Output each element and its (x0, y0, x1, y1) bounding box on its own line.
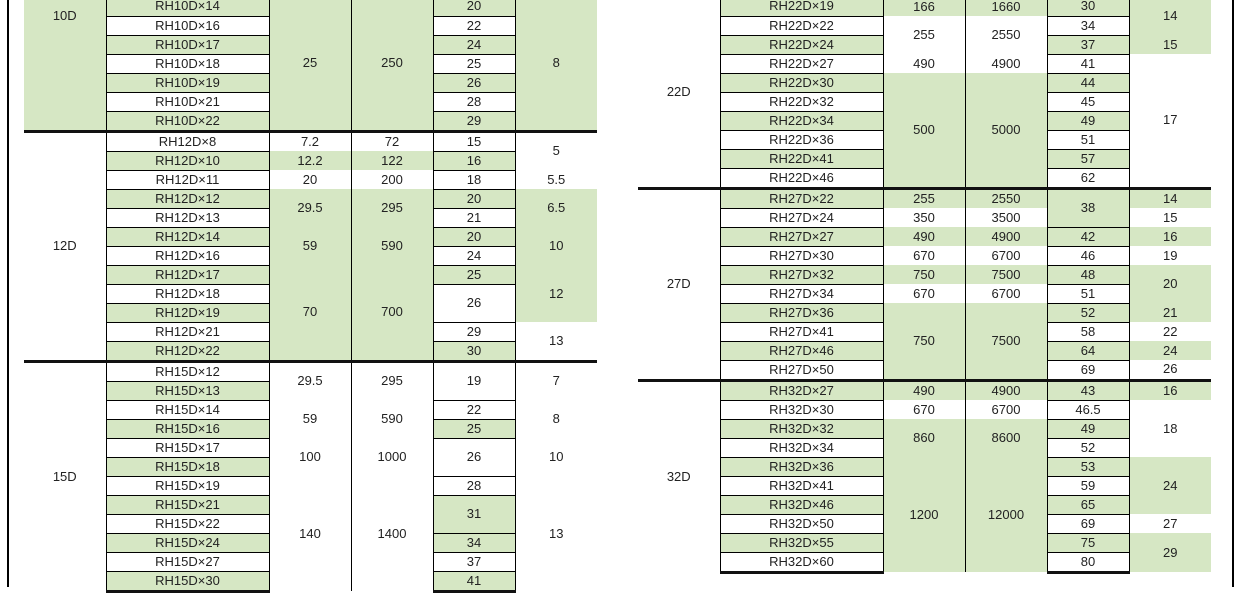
value-cell: 64 (1047, 341, 1129, 360)
value-cell: 670 (883, 284, 965, 303)
model-cell: RH32D×41 (720, 476, 883, 495)
value-cell: 13 (515, 322, 597, 361)
value-cell: 670 (883, 400, 965, 419)
table-row (24, 265, 597, 284)
model-cell: RH27D×36 (720, 303, 883, 322)
table-row (24, 400, 597, 419)
model-cell: RH15D×27 (106, 552, 269, 571)
value-cell: 31 (433, 495, 515, 533)
value-cell: 10 (515, 438, 597, 476)
model-cell: RH12D×11 (106, 170, 269, 189)
value-cell: 166 (883, 0, 965, 16)
value-cell: 59 (1047, 476, 1129, 495)
value-cell: 1400 (351, 476, 433, 591)
model-cell: RH15D×13 (106, 381, 269, 400)
model-cell: RH22D×22 (720, 16, 883, 35)
page-frame-right (1232, 0, 1234, 587)
value-cell: 29 (433, 111, 515, 131)
value-cell: 25 (433, 419, 515, 438)
model-cell: RH12D×19 (106, 303, 269, 322)
value-cell: 3500 (965, 208, 1047, 227)
model-cell: RH32D×46 (720, 495, 883, 514)
value-cell: 19 (433, 361, 515, 400)
value-cell: 20 (433, 227, 515, 246)
model-cell: RH22D×41 (720, 149, 883, 168)
model-cell: RH32D×55 (720, 533, 883, 552)
value-cell: 4900 (965, 380, 1047, 400)
value-cell: 29.5 (269, 189, 351, 227)
model-cell: RH32D×60 (720, 552, 883, 572)
value-cell: 670 (883, 246, 965, 265)
model-cell: RH10D×22 (106, 111, 269, 131)
model-cell: RH15D×24 (106, 533, 269, 552)
value-cell: 250 (351, 0, 433, 131)
value-cell: 490 (883, 227, 965, 246)
model-cell: RH27D×24 (720, 208, 883, 227)
value-cell: 590 (351, 400, 433, 438)
value-cell: 51 (1047, 130, 1129, 149)
value-cell: 21 (1129, 303, 1211, 322)
table-row (638, 265, 1211, 284)
value-cell: 20 (1129, 265, 1211, 303)
value-cell: 13 (515, 476, 597, 591)
value-cell: 5.5 (515, 170, 597, 189)
value-cell: 7500 (965, 265, 1047, 284)
model-cell: RH32D×32 (720, 419, 883, 438)
value-cell: 22 (433, 16, 515, 35)
model-cell: RH27D×30 (720, 246, 883, 265)
value-cell: 42 (1047, 227, 1129, 246)
value-cell: 51 (1047, 284, 1129, 303)
series-label: 32D (638, 380, 720, 572)
value-cell: 16 (1129, 227, 1211, 246)
value-cell: 12.2 (269, 151, 351, 170)
value-cell: 80 (1047, 552, 1129, 572)
value-cell: 255 (883, 188, 965, 208)
value-cell: 20 (433, 0, 515, 16)
value-cell: 29.5 (269, 361, 351, 400)
model-cell: RH27D×46 (720, 341, 883, 360)
table-row (24, 361, 597, 381)
table-row (638, 303, 1211, 322)
model-cell: RH12D×16 (106, 246, 269, 265)
model-cell: RH27D×32 (720, 265, 883, 284)
value-cell: 53 (1047, 457, 1129, 476)
value-cell: 38 (1047, 188, 1129, 227)
value-cell: 20 (433, 189, 515, 208)
value-cell: 6700 (965, 284, 1047, 303)
value-cell: 16 (1129, 380, 1211, 400)
value-cell: 2550 (965, 16, 1047, 54)
value-cell: 41 (433, 571, 515, 591)
model-cell: RH15D×18 (106, 457, 269, 476)
value-cell: 18 (433, 170, 515, 189)
table-row (24, 0, 597, 16)
value-cell: 34 (1047, 16, 1129, 35)
series-label: 22D (666, 83, 691, 99)
model-cell: RH15D×16 (106, 419, 269, 438)
model-cell: RH15D×22 (106, 514, 269, 533)
value-cell: 700 (351, 265, 433, 361)
value-cell: 1000 (351, 438, 433, 476)
model-cell: RH22D×32 (720, 92, 883, 111)
value-cell: 22 (1129, 322, 1211, 341)
value-cell: 200 (351, 170, 433, 189)
model-cell: RH10D×14 (106, 0, 269, 16)
value-cell: 750 (883, 265, 965, 284)
table-row (638, 0, 1211, 16)
model-cell: RH22D×46 (720, 168, 883, 188)
value-cell: 75 (1047, 533, 1129, 552)
value-cell: 44 (1047, 73, 1129, 92)
table-row (24, 151, 597, 170)
value-cell: 49 (1047, 111, 1129, 130)
value-cell: 15 (1129, 208, 1211, 227)
model-cell: RH22D×30 (720, 73, 883, 92)
model-cell: RH12D×13 (106, 208, 269, 227)
model-cell: RH10D×16 (106, 16, 269, 35)
model-cell: RH15D×14 (106, 400, 269, 419)
value-cell: 7500 (965, 303, 1047, 380)
value-cell: 24 (1129, 457, 1211, 514)
value-cell: 295 (351, 361, 433, 400)
value-cell: 350 (883, 208, 965, 227)
value-cell: 34 (433, 533, 515, 552)
value-cell: 28 (433, 476, 515, 495)
page-frame-left (7, 0, 9, 587)
table-row (24, 189, 597, 208)
value-cell: 46.5 (1047, 400, 1129, 419)
value-cell: 590 (351, 227, 433, 265)
value-cell: 24 (1129, 341, 1211, 360)
table-row (638, 16, 1211, 35)
model-cell: RH15D×30 (106, 571, 269, 591)
value-cell: 62 (1047, 168, 1129, 188)
value-cell: 295 (351, 189, 433, 227)
value-cell: 17 (1129, 54, 1211, 188)
table-row (638, 246, 1211, 265)
value-cell: 65 (1047, 495, 1129, 514)
value-cell: 22 (433, 400, 515, 419)
value-cell: 2550 (965, 188, 1047, 208)
value-cell: 1200 (883, 457, 965, 572)
value-cell: 43 (1047, 380, 1129, 400)
value-cell: 57 (1047, 149, 1129, 168)
model-cell: RH12D×14 (106, 227, 269, 246)
value-cell: 45 (1047, 92, 1129, 111)
value-cell: 21 (433, 208, 515, 227)
model-cell: RH15D×21 (106, 495, 269, 514)
table-row (24, 170, 597, 189)
value-cell: 52 (1047, 438, 1129, 457)
value-cell: 4900 (965, 54, 1047, 73)
value-cell: 27 (1129, 514, 1211, 533)
value-cell: 29 (1129, 533, 1211, 572)
value-cell: 14 (1129, 0, 1211, 35)
value-cell: 5000 (965, 73, 1047, 188)
value-cell: 490 (883, 54, 965, 73)
value-cell: 19 (1129, 246, 1211, 265)
series-label: 10D (24, 0, 106, 35)
value-cell: 28 (433, 92, 515, 111)
value-cell: 500 (883, 73, 965, 188)
model-cell: RH32D×36 (720, 457, 883, 476)
model-cell: RH12D×10 (106, 151, 269, 170)
value-cell: 26 (1129, 360, 1211, 380)
value-cell: 26 (433, 284, 515, 322)
model-cell: RH32D×50 (720, 514, 883, 533)
model-cell: RH12D×12 (106, 189, 269, 208)
table-row (638, 73, 1211, 92)
value-cell: 8600 (965, 419, 1047, 457)
value-cell: 255 (883, 16, 965, 54)
value-cell: 70 (269, 265, 351, 361)
value-cell: 46 (1047, 246, 1129, 265)
model-cell: RH10D×19 (106, 73, 269, 92)
model-cell: RH10D×17 (106, 35, 269, 54)
table-row (638, 227, 1211, 246)
value-cell: 26 (433, 438, 515, 476)
value-cell: 15 (433, 131, 515, 151)
series-label: 27D (638, 188, 720, 380)
model-cell: RH10D×21 (106, 92, 269, 111)
value-cell: 69 (1047, 514, 1129, 533)
model-cell: RH22D×19 (720, 0, 883, 16)
value-cell: 18 (1129, 400, 1211, 457)
model-cell: RH15D×12 (106, 361, 269, 381)
value-cell: 140 (269, 476, 351, 591)
value-cell: 49 (1047, 419, 1129, 438)
model-cell: RH32D×34 (720, 438, 883, 457)
model-cell: RH22D×34 (720, 111, 883, 130)
value-cell: 26 (433, 73, 515, 92)
value-cell: 24 (433, 35, 515, 54)
value-cell: 20 (269, 170, 351, 189)
value-cell: 122 (351, 151, 433, 170)
value-cell: 750 (883, 303, 965, 380)
value-cell: 37 (1047, 35, 1129, 54)
value-cell: 7.2 (269, 131, 351, 151)
value-cell: 7 (515, 361, 597, 400)
value-cell: 25 (269, 0, 351, 131)
model-cell: RH27D×27 (720, 227, 883, 246)
table-row (638, 188, 1211, 208)
model-cell: RH22D×24 (720, 35, 883, 54)
value-cell: 860 (883, 419, 965, 457)
model-cell: RH12D×8 (106, 131, 269, 151)
table-row (638, 284, 1211, 303)
value-cell: 5 (515, 131, 597, 170)
value-cell: 52 (1047, 303, 1129, 322)
value-cell: 14 (1129, 188, 1211, 208)
value-cell: 490 (883, 380, 965, 400)
model-cell: RH12D×21 (106, 322, 269, 341)
value-cell: 16 (433, 151, 515, 170)
series-label: 15D (24, 361, 106, 591)
table-row (24, 476, 597, 495)
value-cell: 29 (433, 322, 515, 341)
value-cell: 48 (1047, 265, 1129, 284)
table-row (638, 457, 1211, 476)
value-cell: 4900 (965, 227, 1047, 246)
value-cell: 58 (1047, 322, 1129, 341)
value-cell: 25 (433, 265, 515, 284)
value-cell: 8 (515, 400, 597, 438)
model-cell: RH27D×41 (720, 322, 883, 341)
value-cell: 100 (269, 438, 351, 476)
table-row (24, 438, 597, 457)
value-cell: 59 (269, 400, 351, 438)
value-cell: 59 (269, 227, 351, 265)
spec-table-right (638, 0, 1211, 574)
value-cell: 6.5 (515, 189, 597, 227)
model-cell: RH27D×22 (720, 188, 883, 208)
value-cell: 72 (351, 131, 433, 151)
value-cell: 10 (515, 227, 597, 265)
table-row (638, 54, 1211, 73)
spec-table-left (24, 0, 597, 593)
value-cell: 6700 (965, 400, 1047, 419)
value-cell: 25 (433, 54, 515, 73)
model-cell: RH27D×34 (720, 284, 883, 303)
value-cell: 37 (433, 552, 515, 571)
value-cell: 1660 (965, 0, 1047, 16)
table-row (638, 419, 1211, 438)
value-cell: 12000 (965, 457, 1047, 572)
value-cell: 6700 (965, 246, 1047, 265)
model-cell: RH15D×17 (106, 438, 269, 457)
table-row (24, 227, 597, 246)
model-cell: RH12D×17 (106, 265, 269, 284)
model-cell: RH15D×19 (106, 476, 269, 495)
value-cell: 69 (1047, 360, 1129, 380)
model-cell: RH32D×30 (720, 400, 883, 419)
series-label: 12D (24, 131, 106, 361)
value-cell: 41 (1047, 54, 1129, 73)
value-cell: 8 (515, 0, 597, 131)
model-cell: RH32D×27 (720, 380, 883, 400)
model-cell: RH12D×22 (106, 341, 269, 361)
value-cell: 30 (1047, 0, 1129, 16)
model-cell: RH22D×36 (720, 130, 883, 149)
model-cell: RH27D×50 (720, 360, 883, 380)
table-row (24, 131, 597, 151)
model-cell: RH10D×18 (106, 54, 269, 73)
table-row (638, 380, 1211, 400)
series-blank (24, 35, 106, 131)
value-cell: 30 (433, 341, 515, 361)
value-cell: 24 (433, 246, 515, 265)
value-cell: 15 (1129, 35, 1211, 54)
model-cell: RH22D×27 (720, 54, 883, 73)
table-row (638, 400, 1211, 419)
model-cell: RH12D×18 (106, 284, 269, 303)
value-cell: 12 (515, 265, 597, 322)
